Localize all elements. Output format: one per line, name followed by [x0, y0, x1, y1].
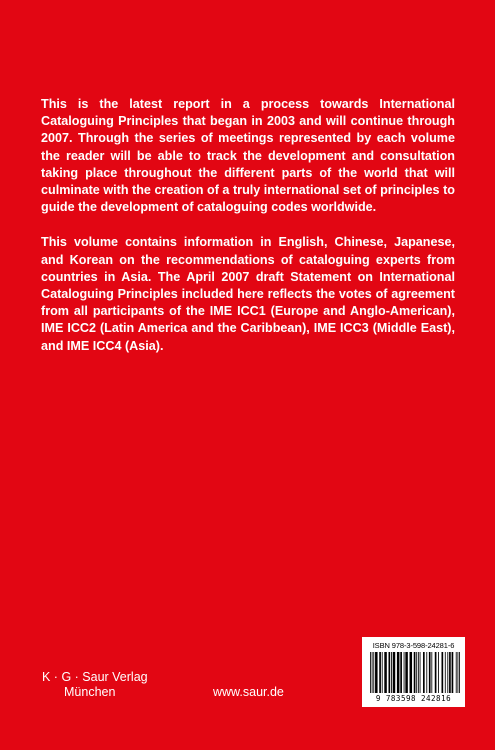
blurb-paragraph-1: This is the latest report in a process towards International Cataloguing Principles that began in 2003 and will continue through 2007. Through the series of meetings represented by each volume the reader will be able to track the development and consultation taking place throughout the different parts of the world that will culminate with the creation of a truly international set of principles to guide the development of cataloguing codes worldwide.	[41, 97, 455, 215]
barcode-digits: 9 783598 242816	[375, 694, 452, 703]
barcode-bar	[373, 652, 374, 693]
barcode-bar	[416, 652, 417, 693]
barcode-bar	[459, 652, 460, 693]
barcode-bar	[370, 652, 371, 693]
blurb-paragraph-2: This volume contains information in English, Chinese, Japanese, and Korean on the recommendations of cataloguing experts from countries in Asia. The April 2007 draft Statement on International Cataloguing Principles included here reflects the votes of agreement from all participants of the IME ICC1 (Europe and Anglo-American), IME ICC2 (Latin America and the Caribbean), IME ICC3 (Middle East), and IME ICC4 (Asia).	[41, 235, 455, 353]
cover-blurb	[41, 96, 455, 373]
barcode-bar	[449, 652, 451, 693]
barcode-bar	[404, 652, 405, 693]
publisher-website: www.saur.de	[213, 685, 284, 699]
barcode-bar	[410, 652, 413, 693]
barcode-bar	[420, 652, 421, 693]
barcode-bar	[400, 652, 402, 693]
barcode-bar	[393, 652, 396, 693]
barcode-bar	[435, 652, 437, 693]
barcode-bar	[418, 652, 419, 693]
barcode-bar	[423, 652, 425, 693]
barcode-bar	[391, 652, 392, 693]
barcode-bar	[452, 652, 454, 693]
barcode-bar	[438, 652, 439, 693]
barcode-bar	[431, 652, 432, 693]
barcode-bar	[414, 652, 416, 693]
barcode-bar	[457, 652, 458, 693]
barcode-bar	[384, 652, 387, 693]
barcode-bar	[397, 652, 400, 693]
barcode-bar	[382, 652, 383, 693]
barcode-bar	[405, 652, 408, 693]
publisher-imprint	[42, 670, 148, 700]
barcode-bar	[456, 652, 457, 693]
barcode-bar	[389, 652, 391, 693]
publisher-city: München	[64, 685, 116, 699]
publisher-name: K · G · Saur Verlag	[42, 670, 148, 684]
barcode-bar	[375, 652, 378, 693]
barcode-bar	[379, 652, 381, 693]
barcode-bars	[370, 652, 460, 693]
barcode-bar	[447, 652, 448, 693]
barcode-bar	[445, 652, 446, 693]
barcode-bar	[426, 652, 427, 693]
isbn-number: ISBN 978-3-598-24281-6	[372, 641, 455, 650]
isbn-barcode	[362, 637, 465, 707]
barcode-bar	[429, 652, 431, 693]
barcode-bar	[442, 652, 444, 693]
barcode-bar	[372, 652, 373, 693]
